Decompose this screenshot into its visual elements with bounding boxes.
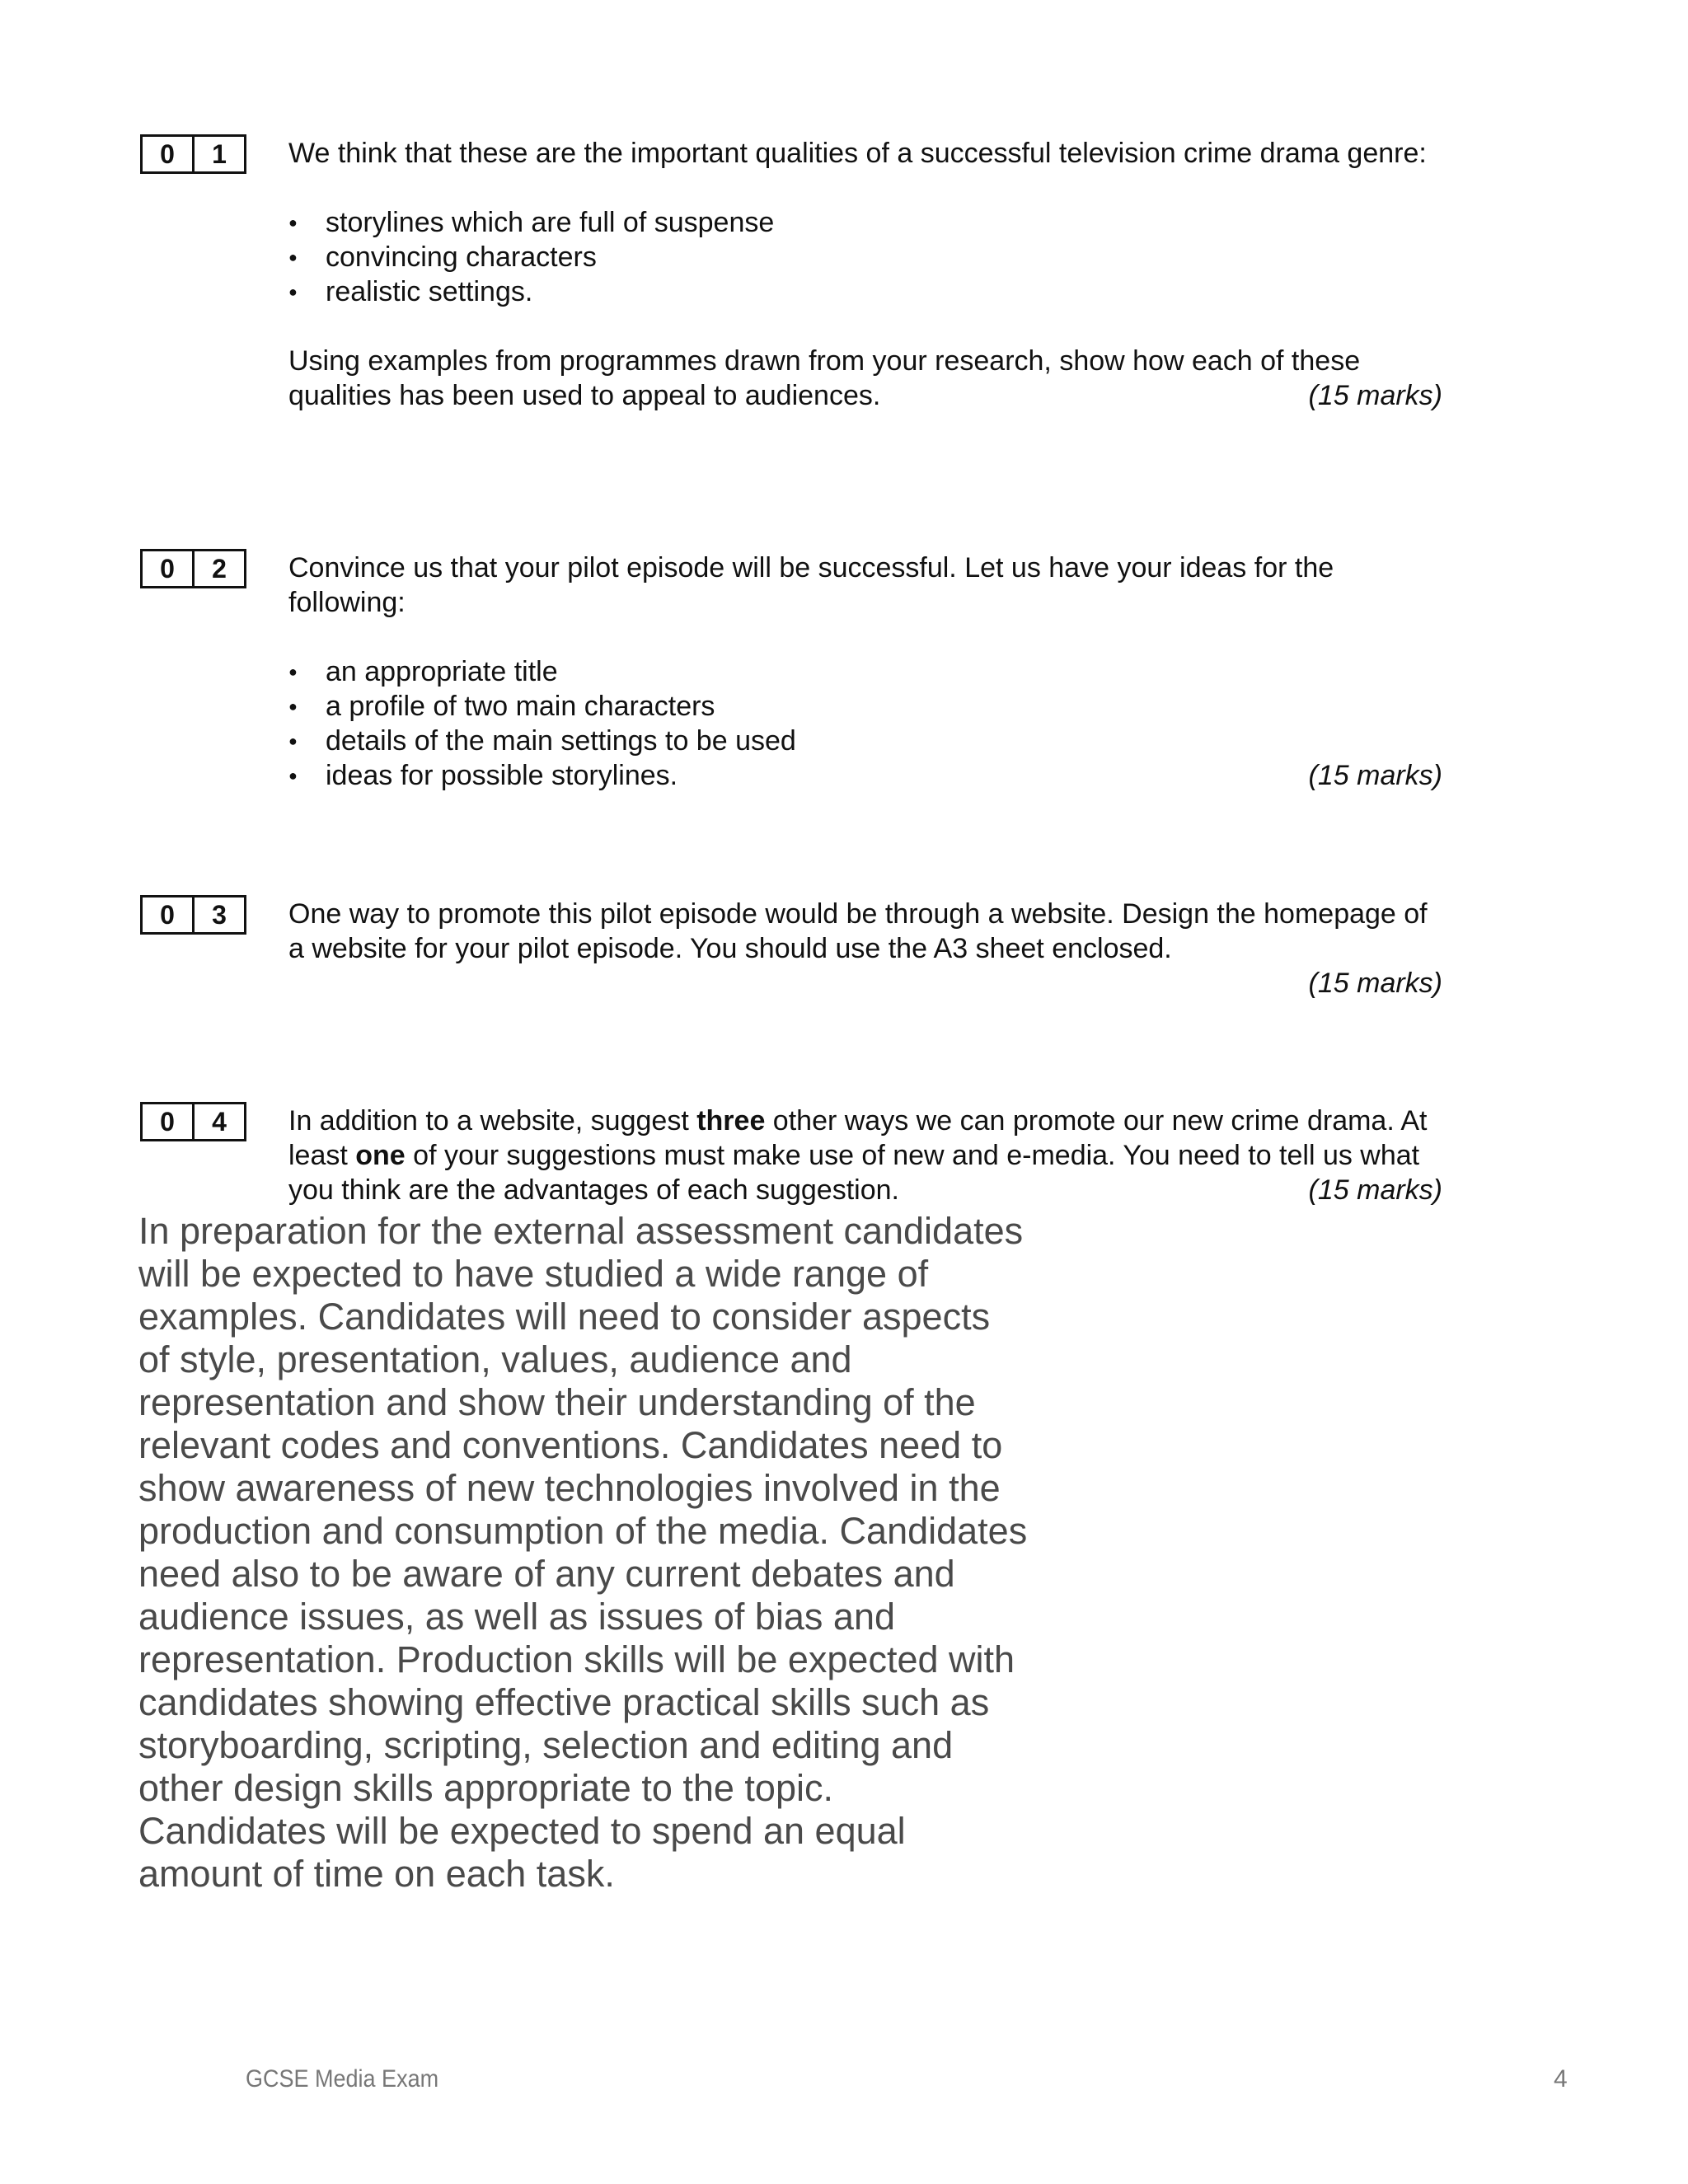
page-number: 4 xyxy=(1554,2065,1568,2093)
question-number-box xyxy=(140,895,246,935)
question-number-digit: 3 xyxy=(192,898,244,932)
marks-label: (15 marks) xyxy=(1308,1174,1442,1206)
bullet-item: ● an appropriate title xyxy=(326,654,1442,689)
bullet-item: ● a profile of two main characters xyxy=(326,689,1442,724)
bullet-item: ● storylines which are full of suspense xyxy=(326,205,1442,240)
marks-label: (15 marks) xyxy=(1308,760,1442,791)
question-intro: Convince us that your pilot episode will be successful. Let us have your ideas for the following: xyxy=(288,552,1334,618)
question-number-box xyxy=(140,549,246,588)
intro-text: of your suggestions must make use of new and e-media. You need to tell us what you think are the advantages of each suggestion. xyxy=(288,1140,1420,1206)
guidance-paragraph: In preparation for the external assessment candidates will be expected to have studied a wide range of examples. Candidates will need to consider aspects of style, presentation, values, audience and representation and show their understanding of the relevant codes and conventions. Candidates need to show awareness of new technologies involved in the production and consumption of the media. Candidates need also to be aware of any current debates and audience issues, as well as issues of bias and representation. Production skills will be expected with candidates showing effective practical skills such as storyboarding, scripting, selection and editing and other design skills appropriate to the topic. Candidates will be expected to spend an equal amount of time on each task. xyxy=(138,1210,1028,1895)
bullet-item-text: ideas for possible storylines. xyxy=(326,760,678,791)
question-number-box xyxy=(140,134,246,174)
bullet-item: ● details of the main settings to be used xyxy=(326,724,1442,758)
footer-title: GCSE Media Exam xyxy=(246,2065,439,2093)
question-text xyxy=(288,136,1442,413)
bullet-list xyxy=(288,205,1442,309)
question-number-digit: 1 xyxy=(192,137,244,171)
question-text xyxy=(288,897,1442,1001)
bullet-item: ● convincing characters xyxy=(326,240,1442,274)
question-intro: We think that these are the important qualities of a successful television crime drama genre: xyxy=(288,138,1427,169)
question-text xyxy=(288,551,1442,827)
question-number-box xyxy=(140,1102,246,1141)
question-intro: One way to promote this pilot episode would be through a website. Design the homepage of a website for your pilot episode. You should use the A3 sheet enclosed. xyxy=(288,898,1428,964)
question-intro xyxy=(288,1104,1442,1207)
question-number-digit: 0 xyxy=(160,139,175,169)
question-text xyxy=(288,1104,1442,1207)
question-number-digit: 0 xyxy=(160,900,175,930)
question-body xyxy=(288,344,1442,413)
question-body-text: Using examples from programmes drawn from your research, show how each of these qualities has been used to appeal to audiences. xyxy=(288,345,1361,411)
emphasis-text: three xyxy=(696,1105,766,1137)
question-number-digit: 2 xyxy=(192,551,244,586)
question-number-digit: 4 xyxy=(192,1104,244,1139)
question-number-digit: 0 xyxy=(160,1107,175,1137)
marks-label: (15 marks) xyxy=(1308,380,1442,411)
intro-text: other ways we can promote our new crime drama. At least xyxy=(288,1105,1428,1171)
bullet-item: ● realistic settings. xyxy=(326,274,1442,309)
emphasis-text: one xyxy=(355,1140,406,1171)
bullet-list xyxy=(288,654,1442,793)
marks-label: (15 marks) xyxy=(1308,968,1442,999)
question-number-digit: 0 xyxy=(160,554,175,583)
bullet-item xyxy=(326,758,1442,793)
intro-text: In addition to a website, suggest xyxy=(288,1105,697,1137)
